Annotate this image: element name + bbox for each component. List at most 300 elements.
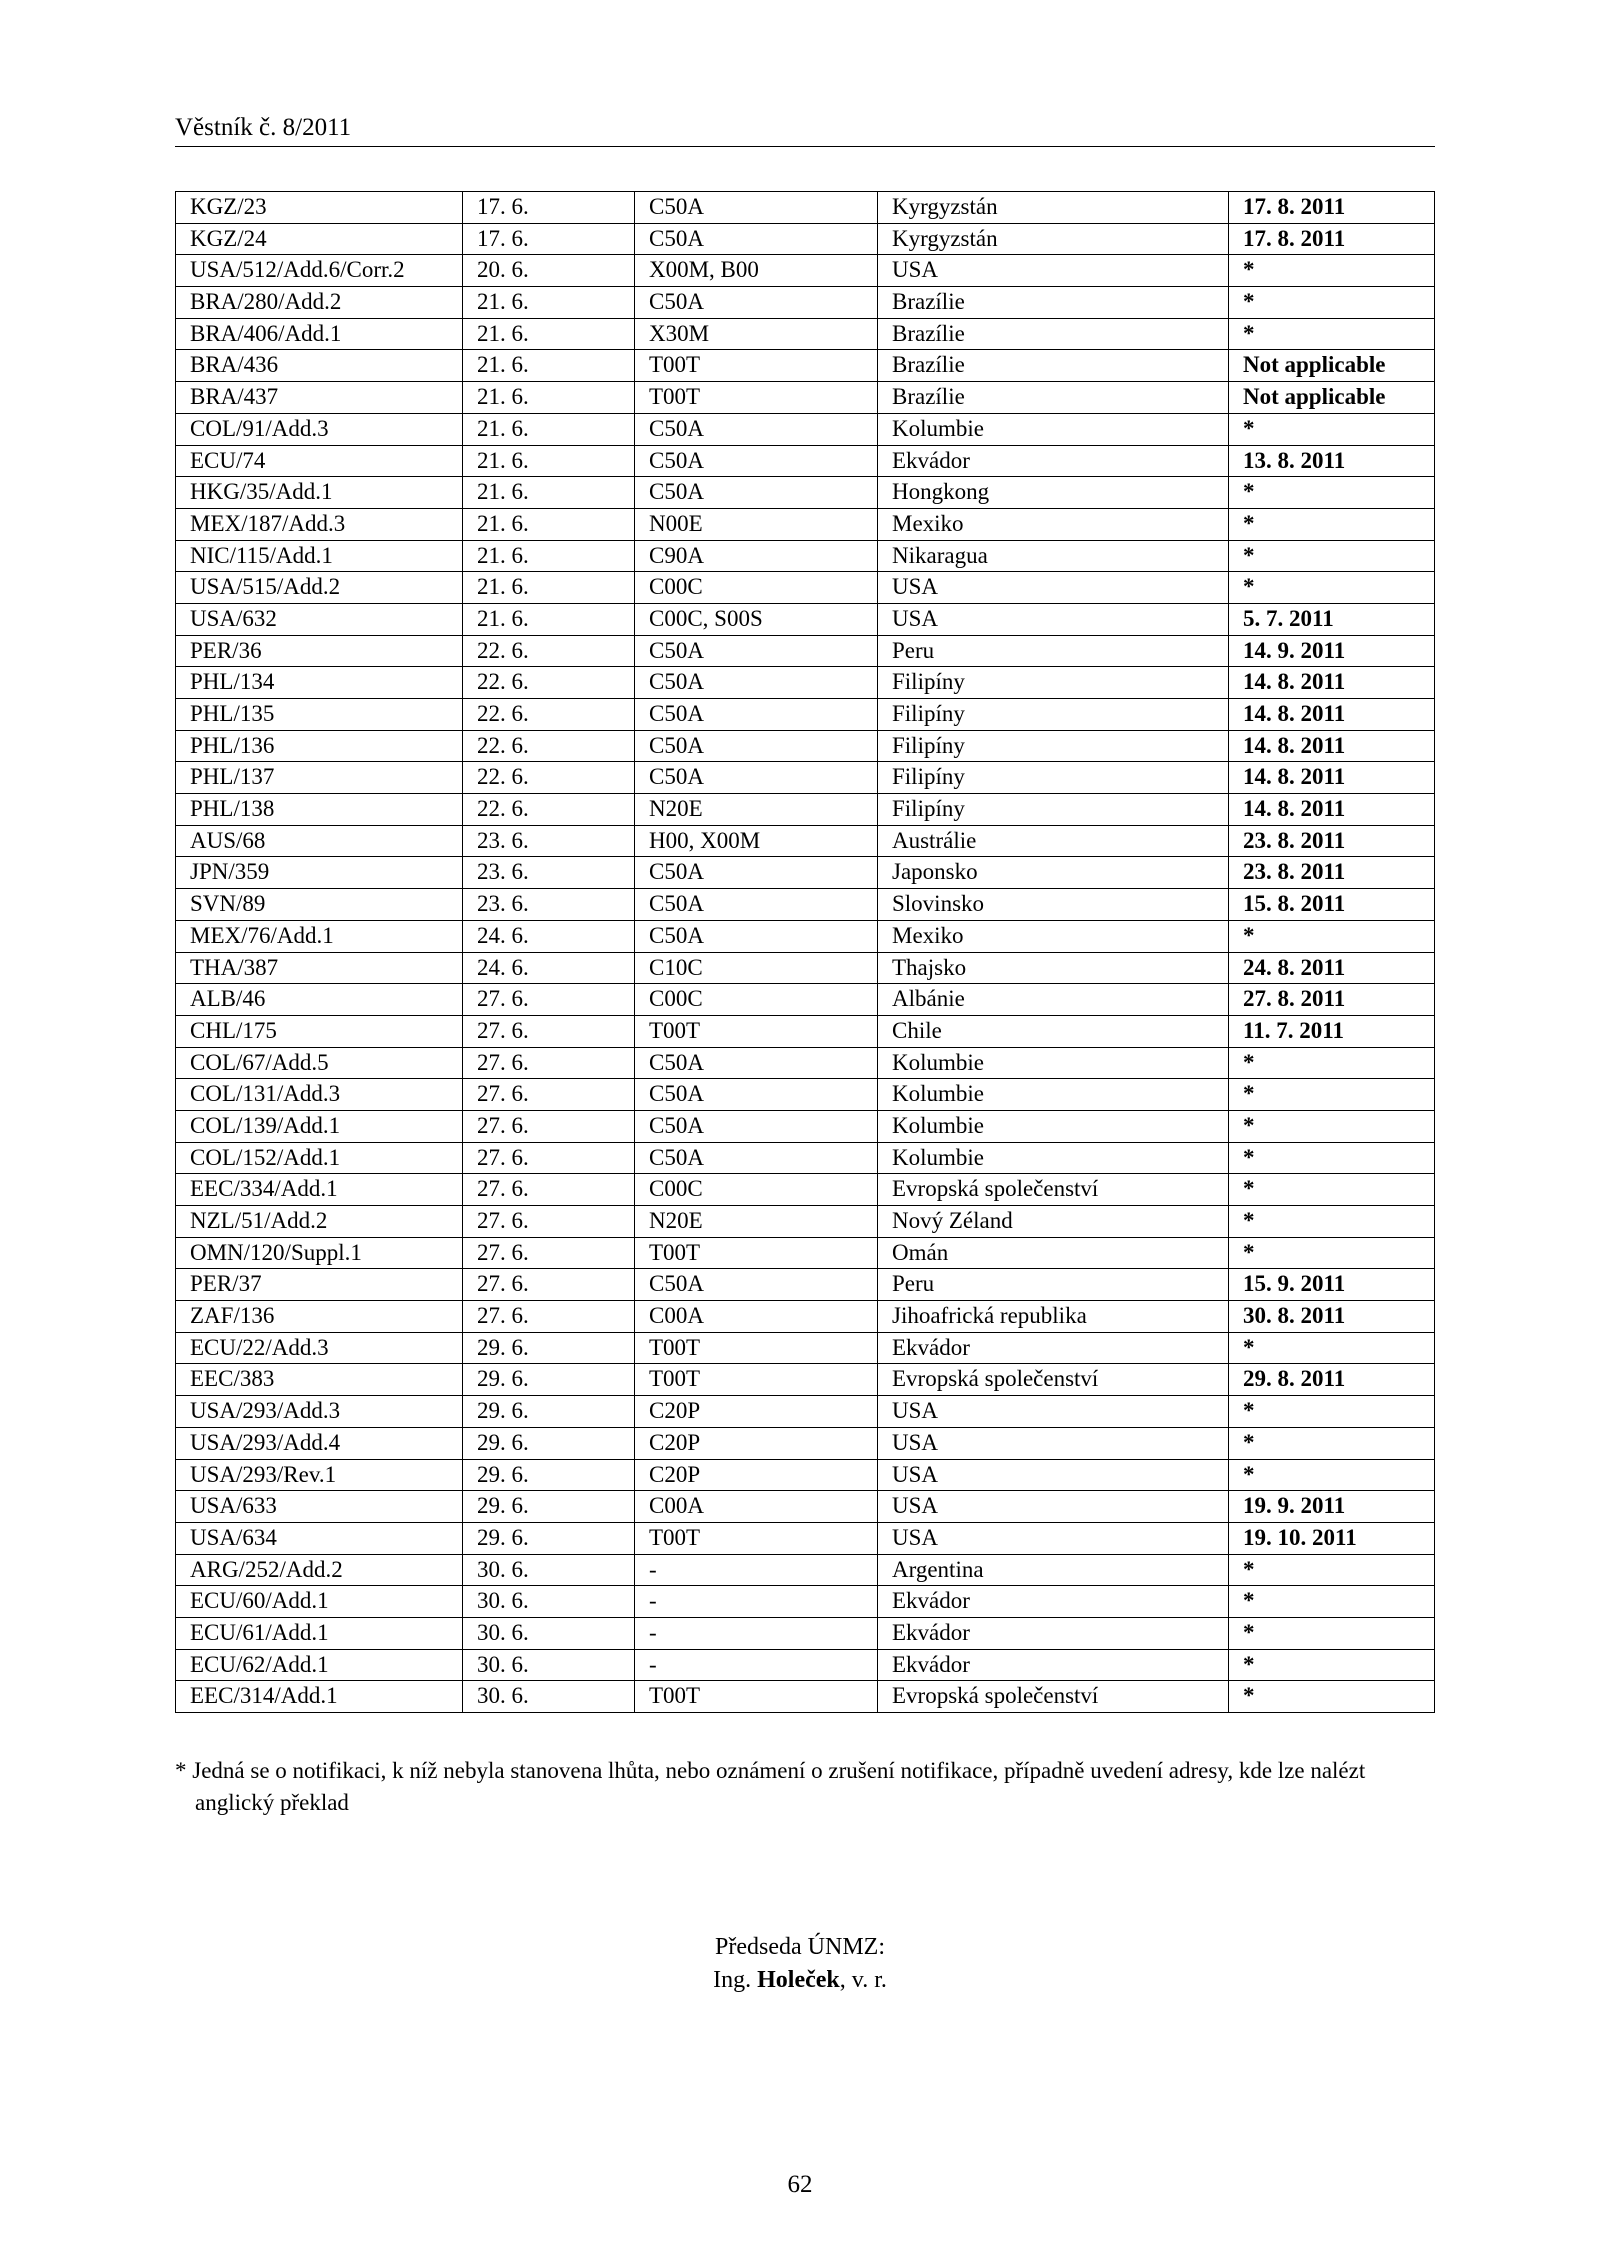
notification-date-cell: 21. 6. (463, 445, 635, 477)
notification-code-cell: COL/131/Add.3 (176, 1079, 463, 1111)
notification-deadline-cell: * (1229, 1554, 1435, 1586)
table-row (176, 255, 1435, 287)
table-row (176, 1586, 1435, 1618)
notification-country-cell: Ekvádor (878, 1649, 1229, 1681)
notification-date-cell: 21. 6. (463, 572, 635, 604)
notification-category-cell: C50A (635, 1142, 878, 1174)
notification-date-cell: 23. 6. (463, 825, 635, 857)
notification-country-cell: Evropská společenství (878, 1174, 1229, 1206)
notification-category-cell: T00T (635, 382, 878, 414)
notification-deadline-cell: * (1229, 1617, 1435, 1649)
notification-code-cell: KGZ/23 (176, 192, 463, 224)
notification-date-cell: 27. 6. (463, 1174, 635, 1206)
notification-deadline-cell: 30. 8. 2011 (1229, 1301, 1435, 1333)
notification-date-cell: 24. 6. (463, 952, 635, 984)
table-row (176, 1332, 1435, 1364)
notification-date-cell: 21. 6. (463, 413, 635, 445)
notification-country-cell: Nový Zéland (878, 1206, 1229, 1238)
notification-country-cell: Slovinsko (878, 889, 1229, 921)
notification-date-cell: 22. 6. (463, 699, 635, 731)
notification-country-cell: USA (878, 1427, 1229, 1459)
footnote (175, 1755, 1465, 1819)
notification-deadline-cell: 14. 8. 2011 (1229, 667, 1435, 699)
notification-country-cell: Austrálie (878, 825, 1229, 857)
notification-date-cell: 30. 6. (463, 1554, 635, 1586)
notification-category-cell: N20E (635, 1206, 878, 1238)
notification-country-cell: Mexiko (878, 920, 1229, 952)
table-row (176, 1142, 1435, 1174)
table-row (176, 667, 1435, 699)
notification-category-cell: C50A (635, 762, 878, 794)
notification-category-cell: - (635, 1649, 878, 1681)
notification-country-cell: Brazílie (878, 382, 1229, 414)
table-row (176, 1681, 1435, 1713)
footnote-line-1: * Jedná se o notifikaci, k níž nebyla stanovena lhůta, nebo oznámení o zrušení notifikace, případně uvedení adresy, kde lze nalézt (175, 1758, 1366, 1783)
table-row (176, 223, 1435, 255)
notification-deadline-cell: * (1229, 1396, 1435, 1428)
notification-country-cell: Kolumbie (878, 413, 1229, 445)
notification-country-cell: Brazílie (878, 350, 1229, 382)
notification-deadline-cell: * (1229, 1649, 1435, 1681)
notification-category-cell: H00, X00M (635, 825, 878, 857)
notification-category-cell: C00C, S00S (635, 603, 878, 635)
notification-category-cell: X00M, B00 (635, 255, 878, 287)
notification-date-cell: 27. 6. (463, 1015, 635, 1047)
notification-deadline-cell: * (1229, 508, 1435, 540)
table-row (176, 445, 1435, 477)
notification-deadline-cell: 27. 8. 2011 (1229, 984, 1435, 1016)
table-row (176, 192, 1435, 224)
notification-country-cell: Filipíny (878, 762, 1229, 794)
notification-country-cell: Argentina (878, 1554, 1229, 1586)
notification-code-cell: PER/37 (176, 1269, 463, 1301)
notification-category-cell: C50A (635, 857, 878, 889)
notification-category-cell: C50A (635, 1110, 878, 1142)
table-row (176, 1206, 1435, 1238)
notification-category-cell: C50A (635, 667, 878, 699)
notification-code-cell: OMN/120/Suppl.1 (176, 1237, 463, 1269)
notification-category-cell: C50A (635, 730, 878, 762)
notification-category-cell: C50A (635, 1047, 878, 1079)
notification-country-cell: Ekvádor (878, 1617, 1229, 1649)
notification-date-cell: 29. 6. (463, 1459, 635, 1491)
notification-category-cell: T00T (635, 1681, 878, 1713)
notification-date-cell: 21. 6. (463, 603, 635, 635)
notification-category-cell: - (635, 1554, 878, 1586)
notification-country-cell: Kolumbie (878, 1110, 1229, 1142)
notification-code-cell: MEX/76/Add.1 (176, 920, 463, 952)
notification-deadline-cell: 23. 8. 2011 (1229, 857, 1435, 889)
table-row (176, 477, 1435, 509)
notification-date-cell: 27. 6. (463, 1079, 635, 1111)
notification-country-cell: Filipíny (878, 699, 1229, 731)
notification-deadline-cell: * (1229, 572, 1435, 604)
notification-category-cell: C50A (635, 699, 878, 731)
notification-deadline-cell: 23. 8. 2011 (1229, 825, 1435, 857)
notification-deadline-cell: * (1229, 1681, 1435, 1713)
table-row (176, 1079, 1435, 1111)
notification-date-cell: 22. 6. (463, 667, 635, 699)
notification-deadline-cell: 11. 7. 2011 (1229, 1015, 1435, 1047)
notification-date-cell: 30. 6. (463, 1617, 635, 1649)
notification-date-cell: 29. 6. (463, 1396, 635, 1428)
notification-code-cell: ZAF/136 (176, 1301, 463, 1333)
table-row (176, 1237, 1435, 1269)
table-row (176, 1617, 1435, 1649)
notification-category-cell: N20E (635, 794, 878, 826)
notification-country-cell: Kolumbie (878, 1047, 1229, 1079)
notification-deadline-cell: 17. 8. 2011 (1229, 192, 1435, 224)
notification-country-cell: Brazílie (878, 318, 1229, 350)
notification-deadline-cell: * (1229, 255, 1435, 287)
notification-date-cell: 21. 6. (463, 350, 635, 382)
table-row (176, 603, 1435, 635)
notification-country-cell: Evropská společenství (878, 1364, 1229, 1396)
notification-category-cell: C90A (635, 540, 878, 572)
notification-category-cell: T00T (635, 1522, 878, 1554)
notification-code-cell: JPN/359 (176, 857, 463, 889)
notification-code-cell: PHL/136 (176, 730, 463, 762)
notification-country-cell: Kyrgyzstán (878, 223, 1229, 255)
table-row (176, 287, 1435, 319)
notification-code-cell: PHL/138 (176, 794, 463, 826)
notification-deadline-cell: * (1229, 1586, 1435, 1618)
table-row (176, 952, 1435, 984)
notification-date-cell: 20. 6. (463, 255, 635, 287)
notification-country-cell: Ekvádor (878, 1332, 1229, 1364)
notification-deadline-cell: * (1229, 1079, 1435, 1111)
notification-category-cell: C20P (635, 1427, 878, 1459)
notification-deadline-cell: * (1229, 413, 1435, 445)
notification-country-cell: Kolumbie (878, 1142, 1229, 1174)
notification-country-cell: Mexiko (878, 508, 1229, 540)
notification-category-cell: T00T (635, 1237, 878, 1269)
notification-country-cell: Jihoafrická republika (878, 1301, 1229, 1333)
table-row (176, 857, 1435, 889)
table-row (176, 889, 1435, 921)
notification-deadline-cell: 15. 9. 2011 (1229, 1269, 1435, 1301)
notification-date-cell: 21. 6. (463, 540, 635, 572)
notification-code-cell: COL/152/Add.1 (176, 1142, 463, 1174)
notification-category-cell: C20P (635, 1459, 878, 1491)
notification-code-cell: ECU/60/Add.1 (176, 1586, 463, 1618)
notification-deadline-cell: * (1229, 920, 1435, 952)
table-row (176, 1047, 1435, 1079)
notification-deadline-cell: Not applicable (1229, 350, 1435, 382)
notification-deadline-cell: 24. 8. 2011 (1229, 952, 1435, 984)
notification-country-cell: Kyrgyzstán (878, 192, 1229, 224)
notification-code-cell: NIC/115/Add.1 (176, 540, 463, 572)
notification-deadline-cell: * (1229, 1047, 1435, 1079)
notification-country-cell: USA (878, 572, 1229, 604)
notification-code-cell: BRA/436 (176, 350, 463, 382)
notification-country-cell: Ekvádor (878, 1586, 1229, 1618)
notification-code-cell: PHL/137 (176, 762, 463, 794)
table-row (176, 350, 1435, 382)
page-number: 62 (787, 2171, 813, 2198)
notification-date-cell: 27. 6. (463, 984, 635, 1016)
notification-code-cell: PHL/135 (176, 699, 463, 731)
table-row (176, 382, 1435, 414)
notification-date-cell: 30. 6. (463, 1586, 635, 1618)
notification-date-cell: 27. 6. (463, 1142, 635, 1174)
signature-name: Holeček (757, 1967, 840, 1993)
notification-deadline-cell: * (1229, 1110, 1435, 1142)
notification-date-cell: 22. 6. (463, 730, 635, 762)
table-row (176, 920, 1435, 952)
notification-deadline-cell: 15. 8. 2011 (1229, 889, 1435, 921)
notification-code-cell: AUS/68 (176, 825, 463, 857)
notification-date-cell: 27. 6. (463, 1237, 635, 1269)
table-row (176, 1174, 1435, 1206)
signature-name-line (0, 1964, 1600, 1997)
notification-country-cell: USA (878, 1396, 1229, 1428)
notification-category-cell: C50A (635, 477, 878, 509)
signature-role: Předseda ÚNMZ: (715, 1934, 885, 1960)
table-row (176, 1364, 1435, 1396)
notification-code-cell: ECU/22/Add.3 (176, 1332, 463, 1364)
notification-deadline-cell: * (1229, 1237, 1435, 1269)
journal-title: Věstník č. 8/2011 (175, 114, 352, 141)
table-row (176, 1301, 1435, 1333)
notification-category-cell: T00T (635, 350, 878, 382)
notification-country-cell: USA (878, 1522, 1229, 1554)
notification-code-cell: EEC/314/Add.1 (176, 1681, 463, 1713)
notification-deadline-cell: * (1229, 287, 1435, 319)
notification-code-cell: USA/634 (176, 1522, 463, 1554)
notification-category-cell: C50A (635, 889, 878, 921)
notification-deadline-cell: * (1229, 1427, 1435, 1459)
notification-code-cell: KGZ/24 (176, 223, 463, 255)
notification-code-cell: NZL/51/Add.2 (176, 1206, 463, 1238)
notification-code-cell: EEC/334/Add.1 (176, 1174, 463, 1206)
notification-date-cell: 22. 6. (463, 794, 635, 826)
table-row (176, 413, 1435, 445)
table-row (176, 1491, 1435, 1523)
notification-date-cell: 27. 6. (463, 1269, 635, 1301)
notification-deadline-cell: * (1229, 1332, 1435, 1364)
table-row (176, 572, 1435, 604)
notification-date-cell: 17. 6. (463, 223, 635, 255)
notification-category-cell: C50A (635, 413, 878, 445)
notification-country-cell: Kolumbie (878, 1079, 1229, 1111)
notification-deadline-cell: * (1229, 1174, 1435, 1206)
notification-deadline-cell: 29. 8. 2011 (1229, 1364, 1435, 1396)
notification-code-cell: ARG/252/Add.2 (176, 1554, 463, 1586)
notification-code-cell: ECU/61/Add.1 (176, 1617, 463, 1649)
table-row (176, 1554, 1435, 1586)
table-row (176, 1427, 1435, 1459)
signature-block (0, 1931, 1600, 1997)
notification-code-cell: BRA/406/Add.1 (176, 318, 463, 350)
notification-country-cell: Chile (878, 1015, 1229, 1047)
notification-code-cell: HKG/35/Add.1 (176, 477, 463, 509)
notification-category-cell: C00C (635, 984, 878, 1016)
notification-code-cell: COL/67/Add.5 (176, 1047, 463, 1079)
notification-deadline-cell: 17. 8. 2011 (1229, 223, 1435, 255)
notification-country-cell: USA (878, 255, 1229, 287)
notification-code-cell: ALB/46 (176, 984, 463, 1016)
notification-deadline-cell: 13. 8. 2011 (1229, 445, 1435, 477)
notification-category-cell: - (635, 1617, 878, 1649)
notification-category-cell: C50A (635, 192, 878, 224)
notification-category-cell: T00T (635, 1332, 878, 1364)
notification-country-cell: Brazílie (878, 287, 1229, 319)
notification-date-cell: 21. 6. (463, 382, 635, 414)
notification-category-cell: C00A (635, 1491, 878, 1523)
table-row (176, 1459, 1435, 1491)
notification-category-cell: N00E (635, 508, 878, 540)
notification-country-cell: Japonsko (878, 857, 1229, 889)
notification-country-cell: USA (878, 603, 1229, 635)
table-row (176, 762, 1435, 794)
notification-category-cell: T00T (635, 1364, 878, 1396)
notification-table-body (176, 192, 1435, 1713)
notification-date-cell: 22. 6. (463, 635, 635, 667)
notification-category-cell: C00C (635, 572, 878, 604)
notification-country-cell: Ekvádor (878, 445, 1229, 477)
notification-country-cell: Filipíny (878, 730, 1229, 762)
notification-date-cell: 24. 6. (463, 920, 635, 952)
notification-country-cell: Hongkong (878, 477, 1229, 509)
table-row (176, 1015, 1435, 1047)
notification-code-cell: MEX/187/Add.3 (176, 508, 463, 540)
notification-code-cell: USA/633 (176, 1491, 463, 1523)
notification-date-cell: 17. 6. (463, 192, 635, 224)
notification-deadline-cell: 14. 8. 2011 (1229, 699, 1435, 731)
table-row (176, 1269, 1435, 1301)
signature-prefix: Ing. (713, 1967, 758, 1993)
table-row (176, 540, 1435, 572)
notification-date-cell: 30. 6. (463, 1681, 635, 1713)
table-row (176, 318, 1435, 350)
notification-date-cell: 21. 6. (463, 477, 635, 509)
notification-date-cell: 29. 6. (463, 1522, 635, 1554)
table-row (176, 730, 1435, 762)
notification-deadline-cell: * (1229, 1459, 1435, 1491)
notification-code-cell: ECU/62/Add.1 (176, 1649, 463, 1681)
notification-deadline-cell: * (1229, 318, 1435, 350)
notification-code-cell: BRA/280/Add.2 (176, 287, 463, 319)
notification-date-cell: 29. 6. (463, 1491, 635, 1523)
notification-category-cell: X30M (635, 318, 878, 350)
notification-category-cell: C10C (635, 952, 878, 984)
notification-code-cell: USA/293/Add.3 (176, 1396, 463, 1428)
notification-country-cell: USA (878, 1491, 1229, 1523)
notification-code-cell: BRA/437 (176, 382, 463, 414)
notification-code-cell: USA/293/Rev.1 (176, 1459, 463, 1491)
table-row (176, 825, 1435, 857)
notification-deadline-cell: 14. 8. 2011 (1229, 730, 1435, 762)
notification-date-cell: 27. 6. (463, 1047, 635, 1079)
table-row (176, 1396, 1435, 1428)
signature-suffix: , v. r. (839, 1967, 887, 1993)
notification-date-cell: 22. 6. (463, 762, 635, 794)
notification-date-cell: 29. 6. (463, 1427, 635, 1459)
table-row (176, 794, 1435, 826)
notification-code-cell: THA/387 (176, 952, 463, 984)
notification-deadline-cell: 14. 8. 2011 (1229, 794, 1435, 826)
table-row (176, 984, 1435, 1016)
notification-date-cell: 27. 6. (463, 1206, 635, 1238)
notification-country-cell: Filipíny (878, 794, 1229, 826)
table-row (176, 699, 1435, 731)
notification-code-cell: PER/36 (176, 635, 463, 667)
notification-code-cell: SVN/89 (176, 889, 463, 921)
notification-date-cell: 21. 6. (463, 287, 635, 319)
notification-category-cell: C50A (635, 920, 878, 952)
notification-code-cell: USA/512/Add.6/Corr.2 (176, 255, 463, 287)
notification-deadline-cell: 5. 7. 2011 (1229, 603, 1435, 635)
notification-category-cell: - (635, 1586, 878, 1618)
notification-deadline-cell: * (1229, 540, 1435, 572)
footnote-line-2: anglický překlad (195, 1790, 349, 1815)
notification-deadline-cell: 14. 8. 2011 (1229, 762, 1435, 794)
notification-code-cell: COL/91/Add.3 (176, 413, 463, 445)
notification-country-cell: Evropská společenství (878, 1681, 1229, 1713)
notification-code-cell: ECU/74 (176, 445, 463, 477)
notification-date-cell: 30. 6. (463, 1649, 635, 1681)
notification-category-cell: C50A (635, 287, 878, 319)
notification-category-cell: C50A (635, 635, 878, 667)
notification-deadline-cell: 19. 10. 2011 (1229, 1522, 1435, 1554)
table-row (176, 1649, 1435, 1681)
notification-date-cell: 21. 6. (463, 508, 635, 540)
notification-country-cell: USA (878, 1459, 1229, 1491)
table-row (176, 635, 1435, 667)
notification-date-cell: 27. 6. (463, 1301, 635, 1333)
notification-deadline-cell: Not applicable (1229, 382, 1435, 414)
notification-country-cell: Omán (878, 1237, 1229, 1269)
notification-country-cell: Albánie (878, 984, 1229, 1016)
notification-country-cell: Nikaragua (878, 540, 1229, 572)
notification-country-cell: Peru (878, 1269, 1229, 1301)
notification-category-cell: C20P (635, 1396, 878, 1428)
notification-category-cell: C00C (635, 1174, 878, 1206)
notification-date-cell: 23. 6. (463, 857, 635, 889)
notification-deadline-cell: * (1229, 1206, 1435, 1238)
page-header (175, 110, 1435, 147)
notification-category-cell: C50A (635, 1269, 878, 1301)
notification-category-cell: C00A (635, 1301, 878, 1333)
notification-category-cell: C50A (635, 445, 878, 477)
notification-code-cell: COL/139/Add.1 (176, 1110, 463, 1142)
notification-date-cell: 29. 6. (463, 1332, 635, 1364)
notification-table (175, 191, 1435, 1713)
notification-date-cell: 27. 6. (463, 1110, 635, 1142)
table-row (176, 1522, 1435, 1554)
notification-country-cell: Filipíny (878, 667, 1229, 699)
notification-code-cell: USA/293/Add.4 (176, 1427, 463, 1459)
notification-code-cell: PHL/134 (176, 667, 463, 699)
notification-date-cell: 21. 6. (463, 318, 635, 350)
notification-code-cell: EEC/383 (176, 1364, 463, 1396)
notification-category-cell: C50A (635, 223, 878, 255)
notification-code-cell: USA/632 (176, 603, 463, 635)
notification-category-cell: C50A (635, 1079, 878, 1111)
notification-category-cell: T00T (635, 1015, 878, 1047)
notification-deadline-cell: * (1229, 1142, 1435, 1174)
table-row (176, 1110, 1435, 1142)
notification-date-cell: 23. 6. (463, 889, 635, 921)
notification-deadline-cell: 19. 9. 2011 (1229, 1491, 1435, 1523)
notification-deadline-cell: 14. 9. 2011 (1229, 635, 1435, 667)
notification-code-cell: CHL/175 (176, 1015, 463, 1047)
notification-deadline-cell: * (1229, 477, 1435, 509)
notification-date-cell: 29. 6. (463, 1364, 635, 1396)
notification-country-cell: Peru (878, 635, 1229, 667)
notification-country-cell: Thajsko (878, 952, 1229, 984)
